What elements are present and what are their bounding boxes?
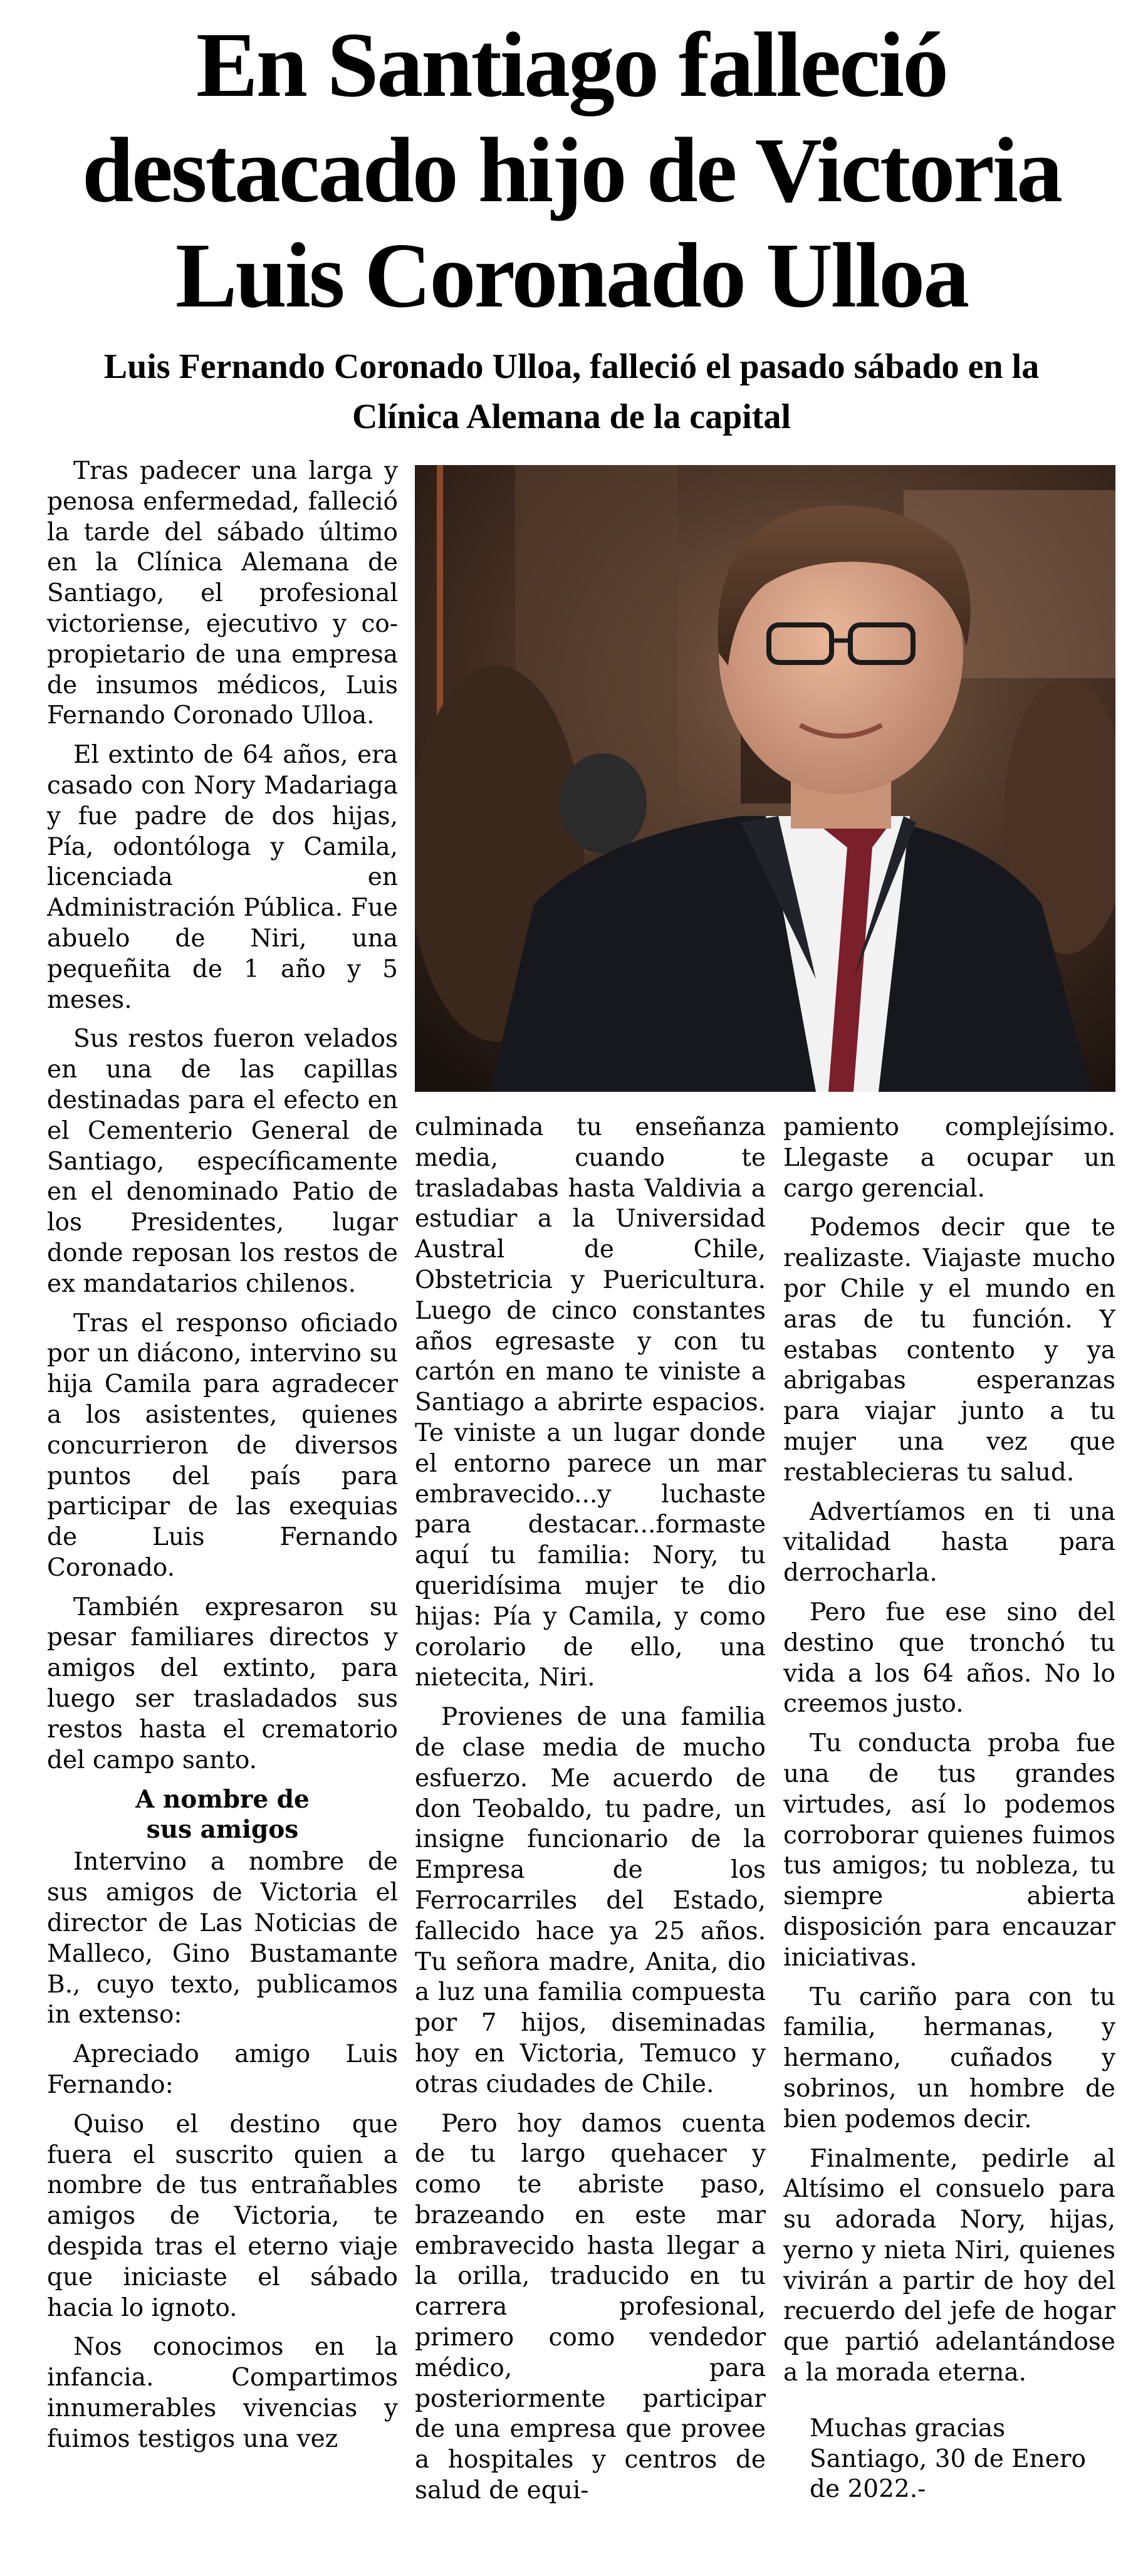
subheadline-line-2: Clínica Alemana de la capital [352, 397, 791, 436]
paragraph: Tu conducta proba fue una de tus grandes virtudes, así lo podemos corroborar quienes fuimos tus amigos; tu nobleza, tu siempre abierta disposición para encauzar iniciativas. [783, 1729, 1115, 1972]
paragraph: El extinto de 64 años, era casado con Nory Madariaga y fue padre de dos hijas, Pía, odontóloga y Camila, licenciada en Administración Pública. Fue abuelo de Niri, una pequeñita de 1 año y 5 meses. [47, 741, 398, 1014]
paragraph: pamiento complejísimo. Llegaste a ocupar un cargo gerencial. [783, 1113, 1115, 1203]
section-subtitle-line-1: A nombre de [135, 1785, 310, 1814]
article-column-2 [415, 1113, 766, 2515]
headline-line-3: Luis Coronado Ulloa [175, 224, 968, 327]
paragraph: Provienes de una familia de clase media de mucho esfuerzo. Me acuerdo de don Teobaldo, tu padre, un insigne funcionario de la Empresa de los Ferrocarriles del Estado, fallecido hace ya 25 años. Tu señora madre, Anita, dio a luz una familia compuesta por 7 hijos, diseminadas hoy en Victoria, Temuco y otras ciudades de Chile. [415, 1703, 766, 2098]
signature-block [783, 2414, 1115, 2505]
portrait-photo [415, 465, 1115, 1092]
section-subtitle [47, 1784, 398, 1845]
section-subtitle-line-2: sus amigos [146, 1815, 299, 1845]
portrait-photo-icon [415, 465, 1115, 1092]
paragraph: Podemos decir que te realizaste. Viajaste mucho por Chile y el mundo en aras de tu función. Y estabas contento y ya abrigabas esperanzas para viajar junto a tu mujer una vez que restablecieras tu salud. [783, 1213, 1115, 1487]
paragraph: Tras el responso oficiado por un diácono, intervino su hija Camila para agradecer a los asistentes, quienes concurrieron de diversos puntos del país para participar de las exequias de Luis Fernando Coronado. [47, 1309, 398, 1582]
paragraph: Nos conocimos en la infancia. Compartimos innumerables vivencias y fuimos testigos una vez [47, 2333, 398, 2453]
paragraph: Apreciado amigo Luis Fernando: [47, 2040, 398, 2100]
paragraph: Intervino a nombre de sus amigos de Victoria el director de Las Noticias de Malleco, Gino Bustamante B., cuyo texto, publicamos in extenso: [47, 1848, 398, 2029]
headline-line-1: En Santiago falleció [196, 14, 947, 117]
article-column-3 [783, 1113, 1115, 2505]
paragraph: También expresaron su pesar familiares directos y amigos del extinto, para luego ser trasladados sus restos hasta el crematorio del campo santo. [47, 1593, 398, 1774]
paragraph: Finalmente, pedirle al Altísimo el consuelo para su adorada Nory, hijas, yerno y nieta Niri, quienes vivirán a partir de hoy del recuerdo del jefe de hogar que partió adelantándose a la morada eterna. [783, 2144, 1115, 2387]
headline-line-2: destacado hijo de Victoria [81, 119, 1062, 222]
subheadline [69, 342, 1074, 442]
paragraph: Advertíamos en ti una vitalidad hasta para derrocharla. [783, 1497, 1115, 1588]
paragraph: culminada tu enseñanza media, cuando te trasladabas hasta Valdivia a estudiar a la Universidad Austral de Chile, Obstetricia y Puericultura. Luego de cinco constantes años egresaste y con tu cartón en mano te viniste a Santiago a abrirte espacios. Te viniste a un lugar donde el entorno parece un mar embravecido...y luchaste para destacar...formaste aquí tu familia: Nory, tu queridísima mujer te dio hijas: Pía y Camila, y como corolario de ello, una nietecita, Niri. [415, 1113, 766, 1692]
paragraph: Pero fue ese sino del destino que tronchó tu vida a los 64 años. No lo creemos justo. [783, 1598, 1115, 1719]
date-line: Santiago, 30 de Enero de 2022.- [810, 2444, 1086, 2504]
article-column-1 [47, 456, 398, 2464]
paragraph: Tu cariño para con tu familia, hermanas, y hermano, cuñados y sobrinos, un hombre de bien podemos decir. [783, 1982, 1115, 2134]
closing-line: Muchas gracias [810, 2414, 1006, 2442]
paragraph: Quiso el destino que fuera el suscrito quien a nombre de tus entrañables amigos de Victoria, te despida tras el eterno viaje que iniciaste el sábado hacia lo ignoto. [47, 2110, 398, 2322]
subheadline-line-1: Luis Fernando Coronado Ulloa, falleció el pasado sábado en la [103, 347, 1040, 386]
paragraph: Pero hoy damos cuenta de tu largo quehacer y como te abriste paso, brazeando en este mar embravecido hasta llegar a la orilla, traducido en tu carrera profesional, primero como vendedor médico, para posteriormente participar de una empresa que provee a hospitales y centros de salud de equi- [415, 2109, 766, 2505]
paragraph: Sus restos fueron velados en una de las capillas destinadas para el efecto en el Cementerio General de Santiago, específicamente en el denominado Patio de los Presidentes, lugar donde reposan los restos de ex mandatarios chilenos. [47, 1025, 398, 1298]
headline [0, 13, 1143, 328]
paragraph: Tras padecer una larga y penosa enfermedad, falleció la tarde del sábado último en la Clínica Alemana de Santiago, el profesional victoriense, ejecutivo y co-propietario de una empresa de insumos médicos, Luis Fernando Coronado Ulloa. [47, 457, 398, 730]
